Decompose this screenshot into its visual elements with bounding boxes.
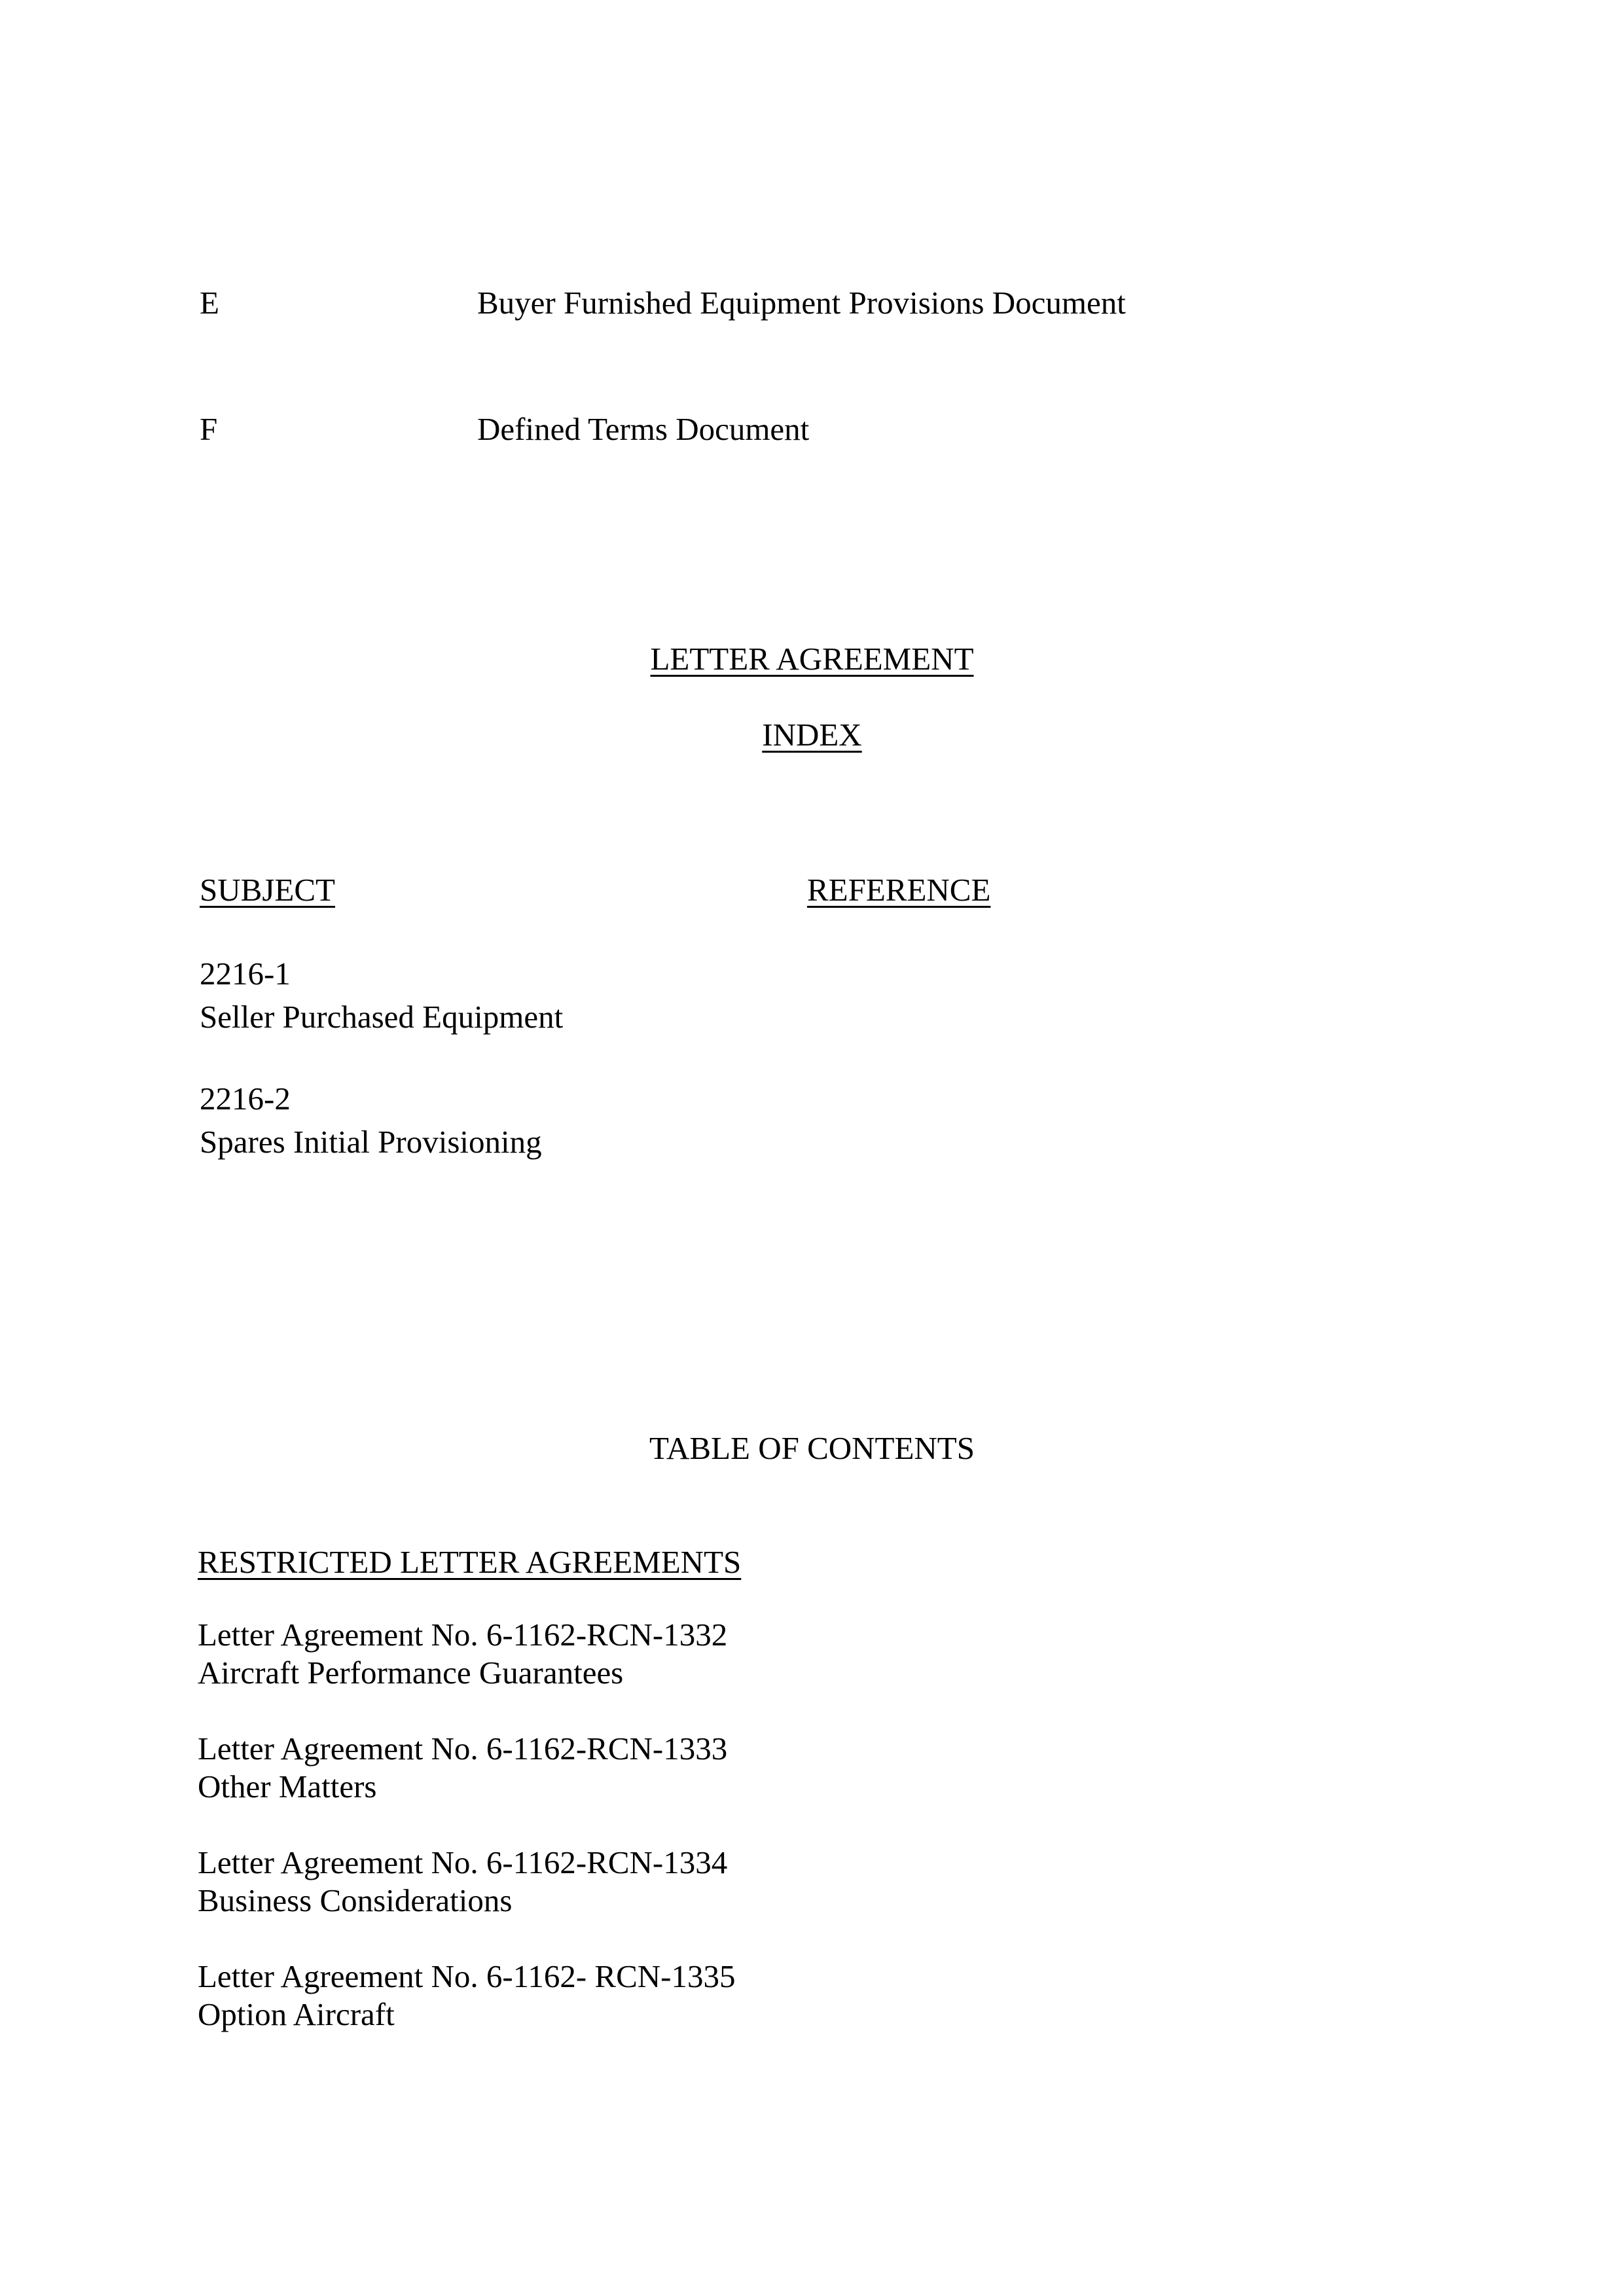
toc-item-reference: Letter Agreement No. 6-1162-RCN-1333 <box>198 1731 728 1767</box>
subject-column-header: SUBJECT <box>200 872 335 908</box>
toc-item <box>198 1844 727 1920</box>
restricted-letter-agreements-heading: RESTRICTED LETTER AGREEMENTS <box>198 1544 742 1580</box>
toc-item-reference: Letter Agreement No. 6-1162-RCN-1334 <box>198 1844 728 1880</box>
toc-item <box>198 1958 735 2034</box>
toc-item-title: Aircraft Performance Guarantees <box>198 1655 624 1691</box>
index-item-number: 2216-1 <box>200 956 291 992</box>
reference-column-header: REFERENCE <box>807 872 991 908</box>
toc-item <box>198 1616 727 1692</box>
index-item-subject: Seller Purchased Equipment <box>200 999 564 1035</box>
exhibit-title-f: Defined Terms Document <box>477 411 810 447</box>
exhibit-letter-f: F <box>200 411 218 447</box>
table-of-contents-heading: TABLE OF CONTENTS <box>649 1430 975 1466</box>
toc-item <box>198 1730 727 1806</box>
index-item <box>200 952 563 1039</box>
toc-item-title: Other Matters <box>198 1768 377 1804</box>
index-item-subject: Spares Initial Provisioning <box>200 1124 542 1160</box>
toc-item-title: Business Considerations <box>198 1882 513 1918</box>
exhibit-letter-e: E <box>200 285 219 321</box>
index-item <box>200 1077 542 1164</box>
toc-item-title: Option Aircraft <box>198 1996 395 2032</box>
index-item-number: 2216-2 <box>200 1081 291 1117</box>
toc-item-reference: Letter Agreement No. 6-1162-RCN-1332 <box>198 1617 728 1653</box>
letter-agreement-heading: LETTER AGREEMENT <box>650 641 974 677</box>
index-heading: INDEX <box>762 717 862 753</box>
exhibit-title-e: Buyer Furnished Equipment Provisions Document <box>477 285 1126 321</box>
toc-item-reference: Letter Agreement No. 6-1162- RCN-1335 <box>198 1958 736 1994</box>
